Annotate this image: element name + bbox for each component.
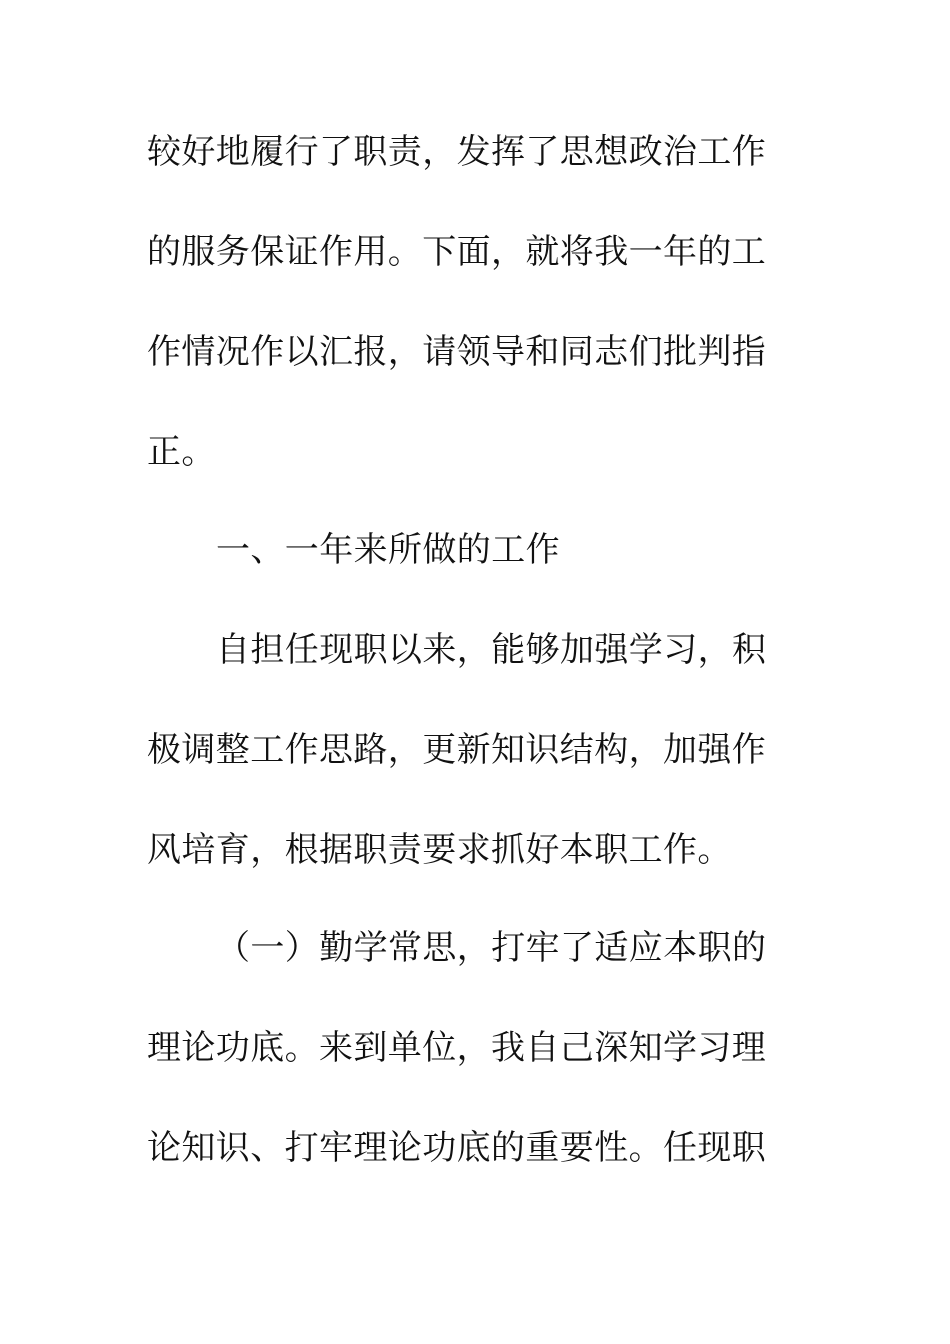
paragraph-line: 正。 — [147, 432, 216, 472]
subsection-heading: （一）勤学常思，打牢了适应本职的 — [216, 928, 767, 968]
paragraph-line: 自担任现职以来，能够加强学习，积 — [216, 630, 767, 670]
paragraph-line: 极调整工作思路，更新知识结构，加强作 — [147, 730, 767, 770]
section-heading: 一、一年来所做的工作 — [216, 530, 560, 570]
paragraph-line: 理论功底。来到单位，我自己深知学习理 — [147, 1028, 767, 1068]
paragraph-line: 较好地履行了职责，发挥了思想政治工作 — [147, 132, 767, 172]
paragraph-line: 风培育，根据职责要求抓好本职工作。 — [147, 830, 732, 870]
paragraph-line: 的服务保证作用。下面，就将我一年的工 — [147, 232, 767, 272]
paragraph-line: 作情况作以汇报，请领导和同志们批判指 — [147, 332, 767, 372]
paragraph-line: 论知识、打牢理论功底的重要性。任现职 — [147, 1128, 767, 1168]
